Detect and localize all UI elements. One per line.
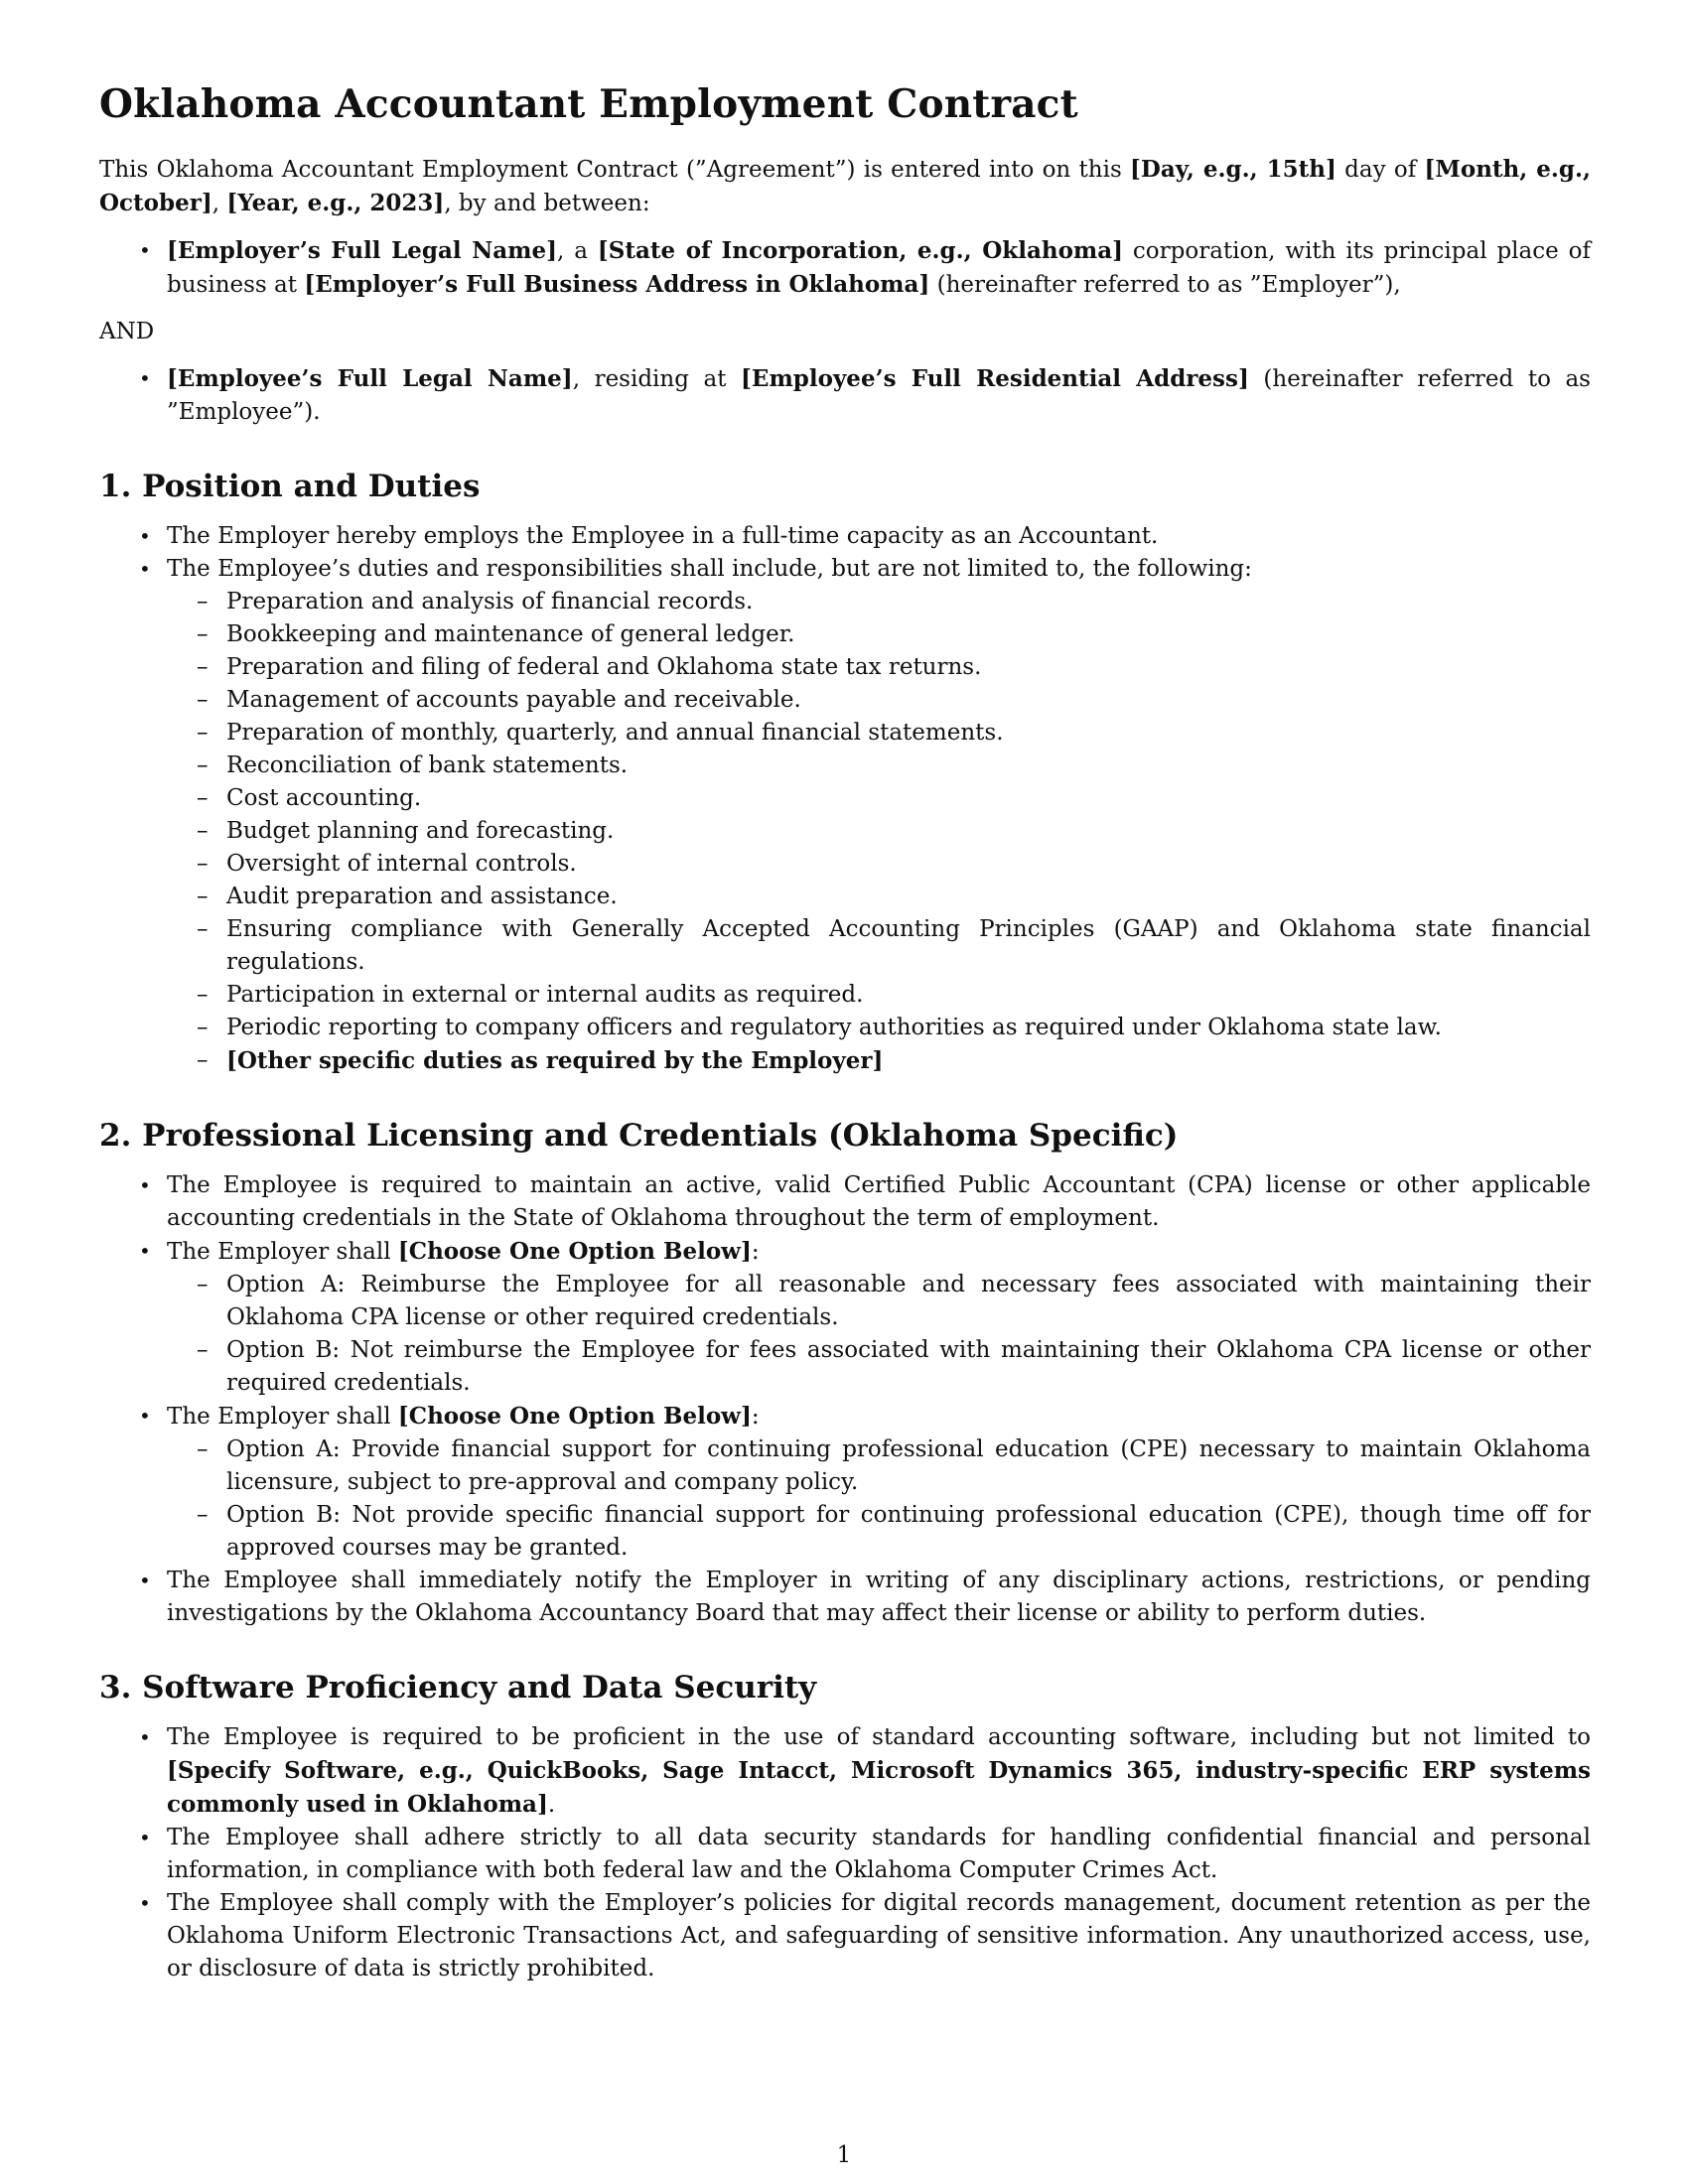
year-placeholder: [Year, e.g., 2023] xyxy=(226,190,445,216)
list-item: • The Employee shall comply with the Employer’s policies for digital records management, document retention as per the Oklahoma Uniform Electronic Transactions Act, and safeguarding of sensitive information. Any unauthorized access, use, or disclosure of data is strictly prohibited. xyxy=(99,1887,1591,1985)
list-item: • The Employee is required to be proficient in the use of standard accounting software, including but not limited to [Specify Software, e.g., QuickBooks, Sage Intacct, Microsoft Dynamics 365, industry-specific ERP systems commonly used in Oklahoma]. xyxy=(99,1721,1591,1822)
position-duties-list xyxy=(99,520,1591,1078)
and-separator: AND xyxy=(99,319,155,344)
section-heading-software: 3. Software Proficiency and Data Security xyxy=(99,1670,817,1706)
software-list xyxy=(99,1721,1591,1985)
duty-item: – Preparation of monthly, quarterly, and annual financial statements. xyxy=(167,717,1591,750)
option-item: – Option A: Reimburse the Employee for all reasonable and necessary fees associated with maintaining their Oklahoma CPA license or other required credentials. xyxy=(167,1269,1591,1334)
duty-item: – Management of accounts payable and receivable. xyxy=(167,684,1591,717)
list-item: • The Employer shall [Choose One Option Below]: – Option A: Provide financial support for continuing professional education (CPE) necessary to maintain Oklahoma licensure, subject to pre-approval and company policy. – Option B: Not provide specific financial support for continuing professional education (CPE), though time off for approved courses may be granted. xyxy=(99,1400,1591,1565)
employer-name-placeholder: [Employer’s Full Legal Name] xyxy=(167,237,558,264)
option-item: – Option A: Provide financial support for continuing professional education (CPE) necessary to maintain Oklahoma licensure, subject to pre-approval and company policy. xyxy=(167,1433,1591,1499)
section-heading-position-duties: 1. Position and Duties xyxy=(99,469,481,504)
duty-item xyxy=(167,1044,1591,1078)
employer-party: • [Employer’s Full Legal Name], a [State of Incorporation, e.g., Oklahoma] corporation, with its principal place of business at [Employer’s Full Business Address in Oklahoma] (hereinafter referred to as ”Employer”), xyxy=(99,234,1591,302)
choose-option-placeholder: [Choose One Option Below] xyxy=(397,1238,752,1265)
list-item: • The Employee’s duties and responsibilities shall include, but are not limited to, the following: – Preparation and analysis of financial records. – Bookkeeping and maintenance of general ledger. – Preparation and filing of federal and Oklahoma state tax returns. – Management of accounts payable and receivable. – Preparation of monthly, quarterly, and annual financial statements. – Reconciliation of bank statements. – Cost accounting. – Budget planning and forecasting. – Oversight of internal controls. – Audit preparation and assistance. – Ensuring compliance with Generally Accepted Accounting Principles (GAAP) and Oklahoma state financial regulations. – Participation in external or internal audits as required. – Periodic reporting to company officers and regulatory authorities as required under Oklahoma state law. – [Other specific duties as required by the Employer] xyxy=(99,553,1591,1078)
intro-paragraph: This Oklahoma Accountant Employment Contract (”Agreement”) is entered into on this [Day, e.g., 15th] day of [Month, e.g., October], [Year, e.g., 2023], by and between: xyxy=(99,156,1591,216)
duty-item: – Ensuring compliance with Generally Accepted Accounting Principles (GAAP) and Oklahoma state financial regulations. xyxy=(167,913,1591,979)
duty-item: – Cost accounting. xyxy=(167,782,1591,815)
choose-option-placeholder: [Choose One Option Below] xyxy=(397,1403,752,1430)
duty-item: – Oversight of internal controls. xyxy=(167,848,1591,881)
list-item: • The Employee is required to maintain an active, valid Certified Public Accountant (CPA) license or other applicable accounting credentials in the State of Oklahoma throughout the term of employment. xyxy=(99,1169,1591,1235)
state-placeholder: [State of Incorporation, e.g., Oklahoma] xyxy=(597,237,1124,264)
employee-party: • [Employee’s Full Legal Name], residing at [Employee’s Full Residential Address] (hereinafter referred to as ”Employee”). xyxy=(99,362,1591,429)
section-heading-licensing: 2. Professional Licensing and Credentials (Oklahoma Specific) xyxy=(99,1118,1179,1154)
duty-item: – Audit preparation and assistance. xyxy=(167,881,1591,913)
month-placeholder: [Month, e.g., October] xyxy=(99,156,1591,216)
other-duties-placeholder: [Other specific duties as required by the Employer] xyxy=(226,1047,884,1074)
option-item: – Option B: Not reimburse the Employee for fees associated with maintaining their Oklahoma CPA license or other required credentials. xyxy=(167,1334,1591,1400)
duty-item: – Participation in external or internal audits as required. xyxy=(167,979,1591,1012)
document-page xyxy=(99,81,1591,1985)
software-placeholder: [Specify Software, e.g., QuickBooks, Sage Intacct, Microsoft Dynamics 365, industry-specific ERP systems commonly used in Oklahoma] xyxy=(167,1757,1591,1818)
employee-name-placeholder: [Employee’s Full Legal Name] xyxy=(167,365,573,392)
duty-item: – Periodic reporting to company officers and regulatory authorities as required under Oklahoma state law. xyxy=(167,1012,1591,1044)
duty-item: – Preparation and analysis of financial records. xyxy=(167,586,1591,618)
duty-item: – Budget planning and forecasting. xyxy=(167,815,1591,848)
cpe-options-sublist xyxy=(167,1433,1591,1565)
list-item: • The Employee shall immediately notify the Employer in writing of any disciplinary actions, restrictions, or pending investigations by the Oklahoma Accountancy Board that may affect their license or ability to perform duties. xyxy=(99,1565,1591,1630)
duties-sublist xyxy=(167,586,1591,1078)
list-item: • The Employer shall [Choose One Option Below]: – Option A: Reimburse the Employee for all reasonable and necessary fees associated with maintaining their Oklahoma CPA license or other required credentials. – Option B: Not reimburse the Employee for fees associated with maintaining their Oklahoma CPA license or other required credentials. xyxy=(99,1235,1591,1400)
license-options-sublist xyxy=(167,1269,1591,1400)
employee-list xyxy=(99,362,1591,429)
document-title: Oklahoma Accountant Employment Contract xyxy=(99,81,1078,127)
option-item: – Option B: Not provide specific financial support for continuing professional education (CPE), though time off for approved courses may be granted. xyxy=(167,1499,1591,1565)
page-number: 1 xyxy=(836,2142,852,2168)
day-placeholder: [Day, e.g., 15th] xyxy=(1130,156,1336,183)
duty-item: – Bookkeeping and maintenance of general ledger. xyxy=(167,618,1591,651)
employer-address-placeholder: [Employer’s Full Business Address in Oklahoma] xyxy=(304,271,930,298)
duty-item: – Reconciliation of bank statements. xyxy=(167,750,1591,782)
duty-item: – Preparation and filing of federal and Oklahoma state tax returns. xyxy=(167,651,1591,684)
employee-address-placeholder: [Employee’s Full Residential Address] xyxy=(741,365,1249,392)
list-item: • The Employer hereby employs the Employee in a full-time capacity as an Accountant. xyxy=(99,520,1591,553)
list-item: • The Employee shall adhere strictly to all data security standards for handling confidential financial and personal information, in compliance with both federal law and the Oklahoma Computer Crimes Act. xyxy=(99,1822,1591,1887)
employer-list xyxy=(99,234,1591,302)
licensing-list xyxy=(99,1169,1591,1630)
